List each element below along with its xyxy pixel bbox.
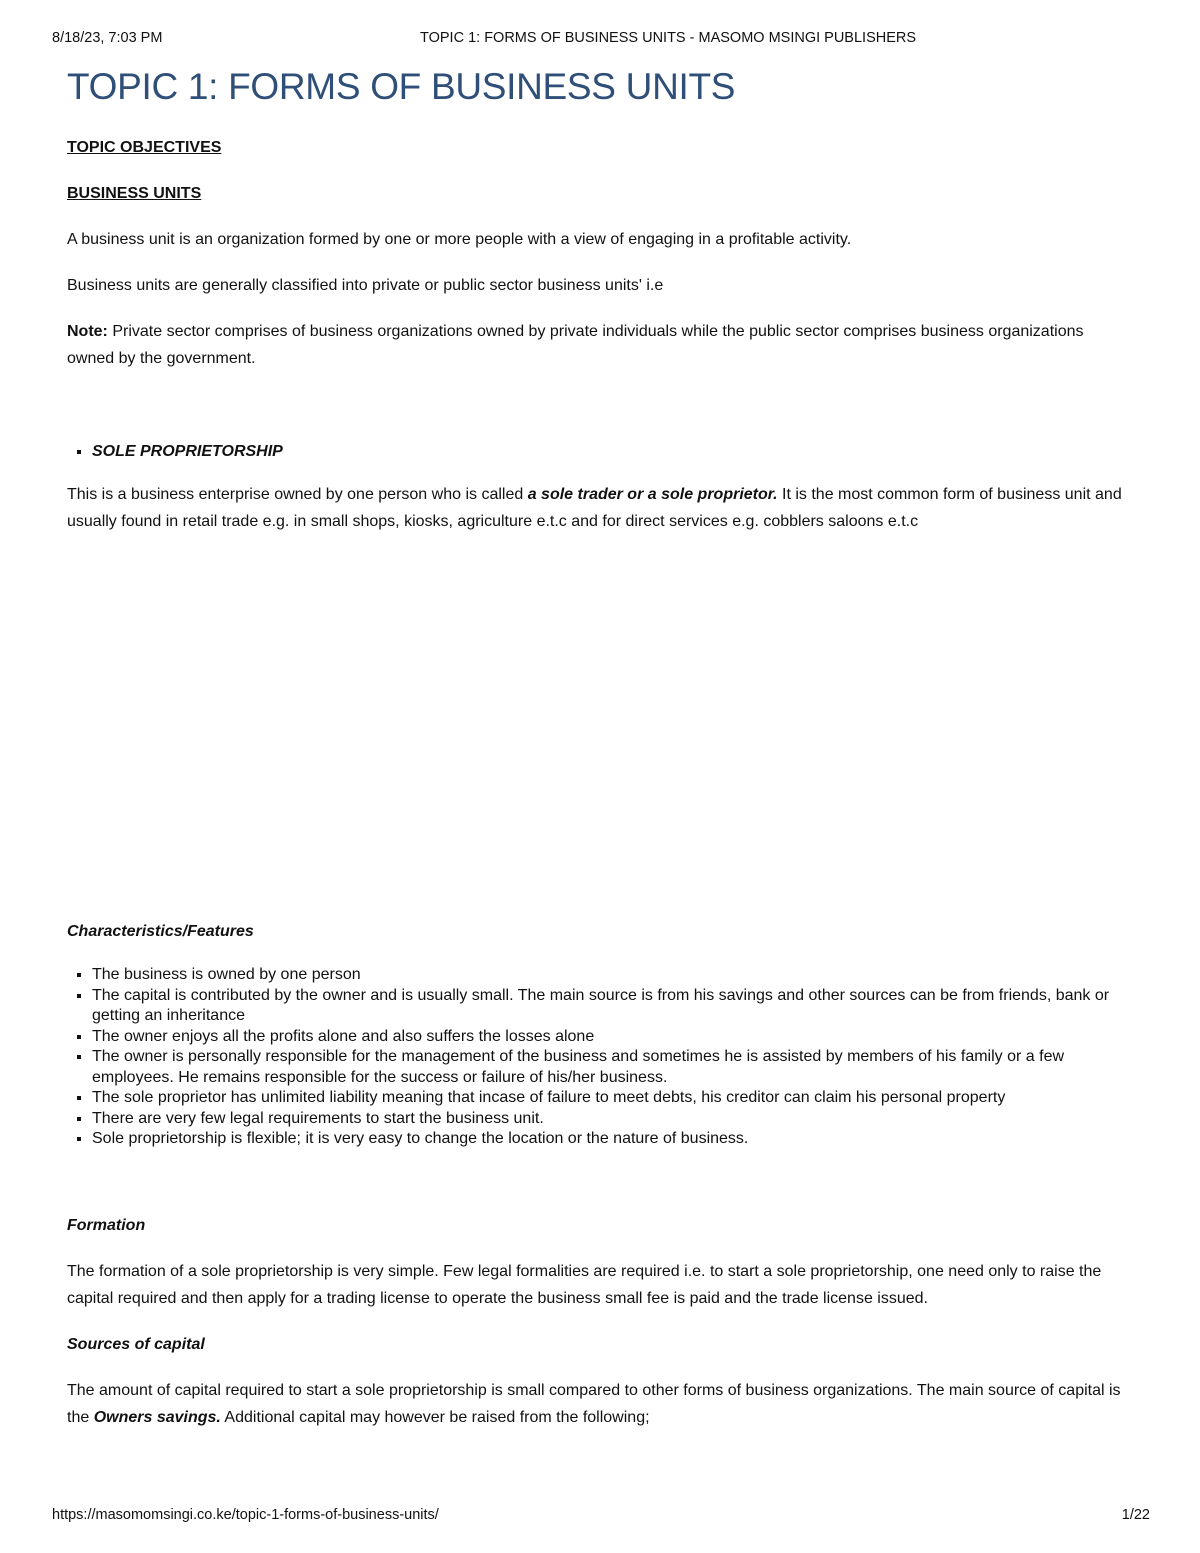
list-item: ▪ The owner enjoys all the profits alone and also suffers the losses alone <box>92 1027 1135 1048</box>
formation-heading <box>67 1212 1135 1239</box>
classification-paragraph: Business units are generally classified into private or public sector business units' i.e <box>67 277 664 294</box>
list-item: ▪ The sole proprietor has unlimited liability meaning that incase of failure to meet debts, his creditor can claim his personal property <box>92 1088 1135 1109</box>
characteristics-label: Characteristics/Features <box>67 923 254 940</box>
definition-paragraph: A business unit is an organization formed by one or more people with a view of engaging in a profitable activity. <box>67 231 852 248</box>
note-label: Note: <box>67 323 108 340</box>
sole-intro-emphasis: a sole trader or a sole proprietor. <box>527 486 778 503</box>
list-item: ▪ There are very few legal requirements to start the business unit. <box>92 1109 1135 1130</box>
characteristics-list <box>67 965 1135 1150</box>
print-datetime: 8/18/23, 7:03 PM <box>52 30 163 46</box>
article-content <box>67 64 1135 1431</box>
list-item: ▪ The owner is personally responsible for the management of the business and sometimes he is assisted by members of his family or a few employees. He remains responsible for the success or failure of his/her business. <box>92 1047 1135 1088</box>
formation-paragraph: The formation of a sole proprietorship is very simple. Few legal formalities are required i.e. to start a sole proprietorship, one need only to raise the capital required and then apply for a trading license to operate the business small fee is paid and the trade license issued. <box>67 1262 1102 1307</box>
note-text: Private sector comprises of business organizations owned by private individuals while the public sector comprises business organizations owned by the government. <box>67 323 1084 367</box>
sole-proprietorship-label: SOLE PROPRIETORSHIP <box>92 443 283 460</box>
sources-part-2: Additional capital may however be raised from the following; <box>220 1408 650 1426</box>
business-units-label: BUSINESS UNITS <box>67 185 202 202</box>
note-paragraph <box>67 318 1135 372</box>
sources-part-1: The amount of capital required to start a sole proprietorship is small compared to other forms of business organizations. The main source of capital is the <box>67 1381 1121 1426</box>
list-item: ▪ The business is owned by one person <box>92 965 1135 986</box>
topic-objectives-heading <box>67 134 1135 161</box>
sole-proprietorship-intro <box>67 481 1135 535</box>
print-page-number: 1/22 <box>1121 1507 1150 1523</box>
sole-proprietorship-list <box>67 438 1135 465</box>
sole-intro-part-1: This is a business enterprise owned by one person who is called <box>67 486 528 503</box>
formation-label: Formation <box>67 1216 146 1234</box>
print-url: https://masomomsingi.co.ke/topic-1-forms-of-business-units/ <box>52 1507 439 1523</box>
sole-proprietorship-heading <box>92 438 1135 465</box>
print-page-title: TOPIC 1: FORMS OF BUSINESS UNITS - MASOMO MSINGI PUBLISHERS <box>420 30 917 46</box>
article-title: TOPIC 1: FORMS OF BUSINESS UNITS <box>67 66 736 107</box>
sources-label: Sources of capital <box>67 1335 205 1353</box>
characteristics-heading <box>67 918 1135 945</box>
sources-emphasis: Owners savings. <box>93 1408 221 1426</box>
list-item: ▪ Sole proprietorship is flexible; it is very easy to change the location or the nature of business. <box>92 1129 1135 1150</box>
sole-intro-part-2: It is the most common form of business unit and usually found in retail trade e.g. in small shops, kiosks, agriculture e.t.c and for direct services e.g. cobblers saloons e.t.c <box>67 486 1122 530</box>
sources-heading <box>67 1331 1135 1358</box>
blank-image-area <box>67 535 1135 918</box>
sources-paragraph <box>67 1377 1135 1431</box>
topic-objectives-label: TOPIC OBJECTIVES <box>67 139 222 156</box>
list-item: ▪ The capital is contributed by the owner and is usually small. The main source is from his savings and other sources can be from friends, bank or getting an inheritance <box>92 986 1135 1027</box>
business-units-heading <box>67 180 1135 207</box>
